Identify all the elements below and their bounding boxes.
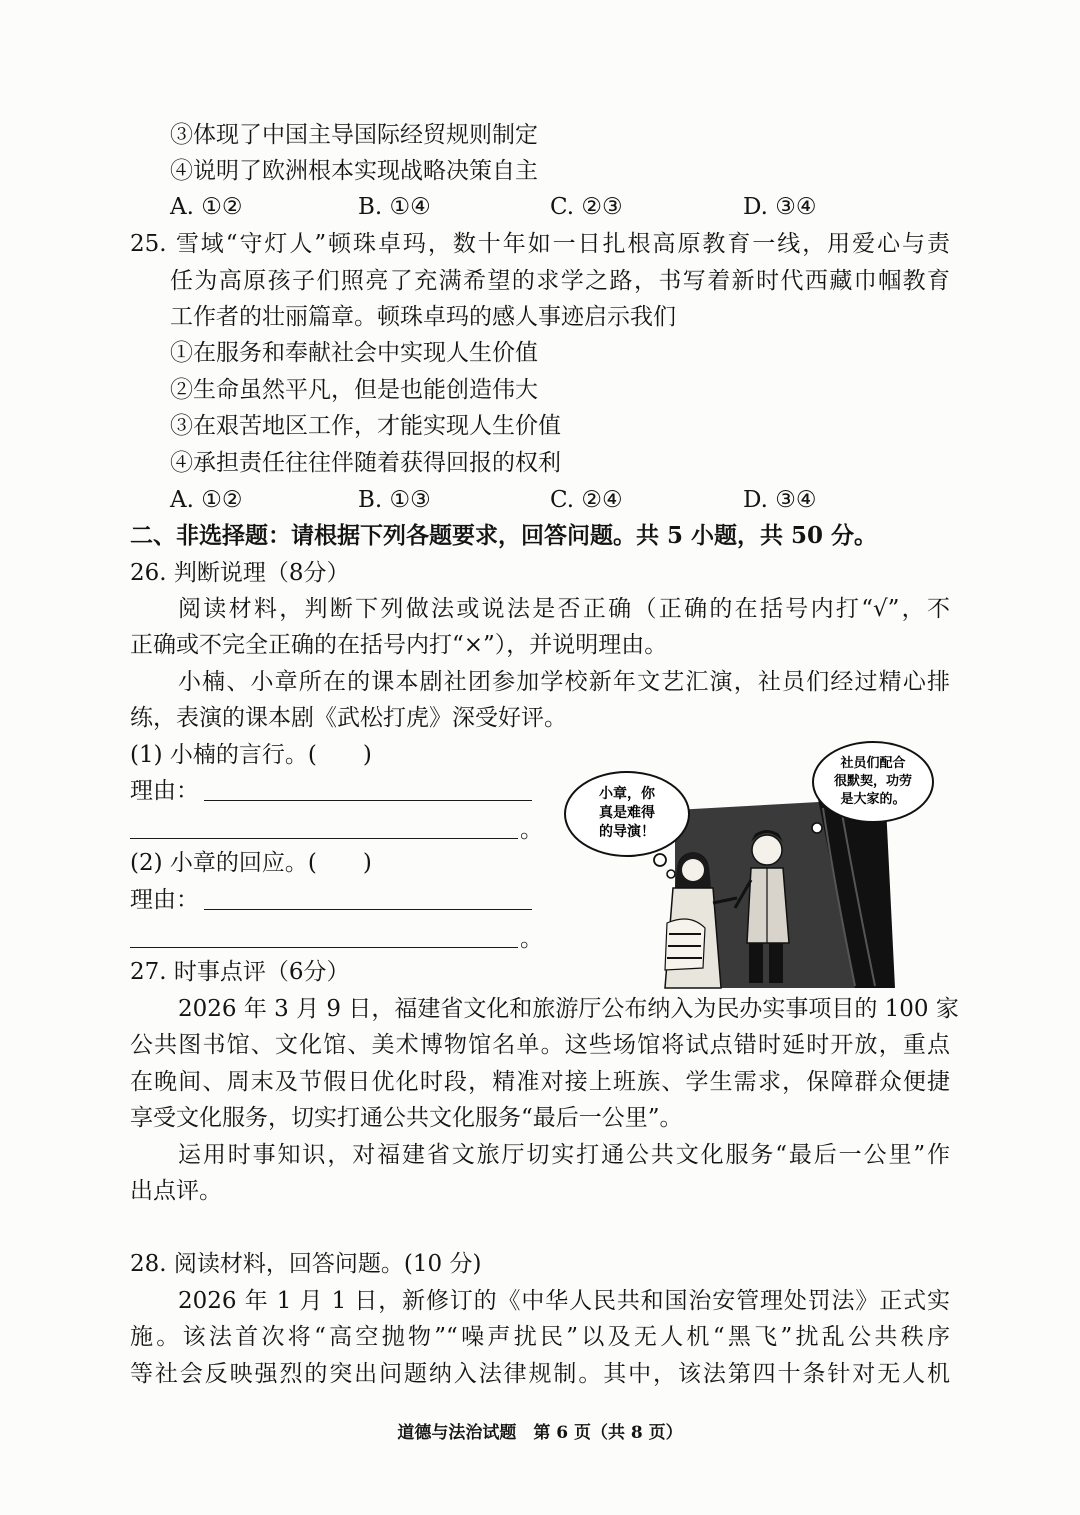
q28-title: 28. 阅读材料，回答问题。(10 分): [130, 1251, 482, 1277]
q24-item-3: ③体现了中国主导国际经贸规则制定: [170, 122, 538, 148]
q27-para2-line-2: 出点评。: [130, 1178, 222, 1204]
q26-answer-line-1b[interactable]: [130, 838, 518, 839]
q28-para1-line-2: 施。该法首次将“高空抛物”“噪声扰民”以及无人机“黑飞”扰乱公共秩序: [130, 1324, 950, 1350]
q26-answer-line-1a[interactable]: [204, 800, 532, 801]
q26-answer-line-2b[interactable]: [130, 947, 518, 948]
q26-reason-label-2: 理由：: [130, 887, 199, 913]
q26-material-line-2: 练，表演的课本剧《武松打虎》深受好评。: [130, 705, 567, 731]
q27-para1-line-2: 公共图书馆、文化馆、美术博物馆名单。这些场馆将试点错时延时开放，重点: [130, 1032, 950, 1058]
q26-end-mark-1: 。: [520, 817, 543, 843]
q26-end-mark-2: 。: [520, 926, 543, 952]
q25-item-3: ③在艰苦地区工作，才能实现人生价值: [170, 413, 561, 439]
q25-option-b: B. ①③: [358, 487, 431, 513]
q27-title: 27. 时事点评（6分）: [130, 959, 350, 985]
q28-para1-line-1: 2026 年 1 月 1 日，新修订的《中华人民共和国治安管理处罚法》正式实: [178, 1288, 950, 1314]
q27-para2-line-1: 运用时事知识，对福建省文旅厅切实打通公共文化服务“最后一公里”作: [178, 1142, 950, 1168]
section-2-heading: 二、非选择题：请根据下列各题要求，回答问题。共 5 小题，共 50 分。: [130, 522, 878, 549]
q26-reason-label-1: 理由：: [130, 778, 199, 804]
q26-sub-question-2: (2) 小章的回应。( ): [130, 850, 372, 876]
q25-option-d: D. ③④: [743, 487, 817, 513]
q27-para1-line-4: 享受文化服务，切实打通公共文化服务“最后一公里”。: [130, 1105, 683, 1131]
bubble-left-line-2: 真是难得: [599, 805, 655, 821]
q27-para1-line-1: 2026 年 3 月 9 日，福建省文化和旅游厅公布纳入为民办实事项目的 100 家: [178, 996, 959, 1022]
q24-option-c: C. ②③: [550, 194, 623, 220]
q25-option-c: C. ②④: [550, 487, 623, 513]
q26-answer-line-2a[interactable]: [204, 909, 532, 910]
q26-instruction-line-1: 阅读材料，判断下列做法或说法是否正确（正确的在括号内打“√”，不: [178, 596, 950, 622]
q24-option-b: B. ①④: [358, 194, 431, 220]
q25-stem-line-1: 25. 雪域“守灯人”顿珠卓玛，数十年如一日扎根高原教育一线，用爱心与责: [130, 231, 950, 257]
bubble-right-line-3: 是大家的。: [840, 792, 906, 807]
bubble-right-line-2: 很默契，功劳: [833, 774, 913, 789]
q27-para1-line-3: 在晚间、周末及节假日优化时段，精准对接上班族、学生需求，保障群众便捷: [130, 1069, 950, 1095]
q25-stem-line-2: 任为高原孩子们照亮了充满希望的求学之路，书写着新时代西藏巾帼教育: [170, 268, 950, 294]
bubble-left-line-3: 的导演！: [599, 824, 655, 840]
drama-illustration: [555, 738, 935, 990]
q28-para1-line-3: 等社会反映强烈的突出问题纳入法律规制。其中，该法第四十条针对无人机: [130, 1361, 950, 1387]
q24-item-4: ④说明了欧洲根本实现战略决策自主: [170, 158, 538, 184]
q25-item-4: ④承担责任往往伴随着获得回报的权利: [170, 450, 561, 476]
q26-instruction-line-2: 正确或不完全正确的在括号内打“×”），并说明理由。: [130, 632, 668, 658]
q26-title: 26. 判断说理（8分）: [130, 560, 350, 586]
q24-option-d: D. ③④: [743, 194, 817, 220]
q25-item-1: ①在服务和奉献社会中实现人生价值: [170, 340, 538, 366]
q26-material-line-1: 小楠、小章所在的课本剧社团参加学校新年文艺汇演，社员们经过精心排: [178, 669, 950, 695]
q26-sub-question-1: (1) 小楠的言行。( ): [130, 742, 372, 768]
page-footer: 道德与法治试题 第 6 页（共 8 页）: [397, 1423, 683, 1443]
q25-item-2: ②生命虽然平凡，但是也能创造伟大: [170, 377, 538, 403]
q25-option-a: A. ①②: [170, 487, 243, 513]
q25-stem-line-3: 工作者的壮丽篇章。顿珠卓玛的感人事迹启示我们: [170, 304, 676, 330]
q24-option-a: A. ①②: [170, 194, 243, 220]
bubble-left-line-1: 小章，你: [599, 786, 655, 802]
bubble-right-line-1: 社员们配合: [840, 756, 906, 771]
speech-bubble-left: [565, 772, 689, 878]
